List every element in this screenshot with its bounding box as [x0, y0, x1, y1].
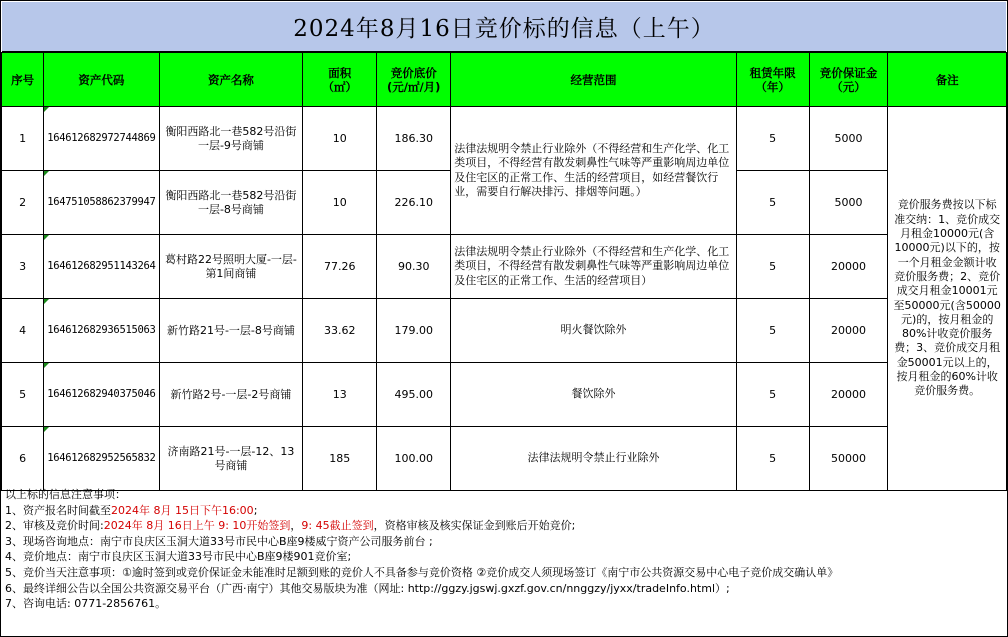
- row-seq: 6: [2, 427, 44, 491]
- row-area: 33.62: [303, 299, 377, 363]
- header-deposit-unit: （元）: [831, 79, 866, 94]
- header-deposit-label: 竞价保证金: [819, 65, 878, 80]
- row-price: 226.10: [377, 171, 451, 235]
- row-name: 济南路21号-一层-12、13号商铺: [159, 427, 303, 491]
- row-code: [44, 427, 159, 491]
- row-scope: 法律法规明令禁止行业除外（不得经营和生产化学、化工类项目，不得经营有散发刺鼻性气味等严重影响周边单位及住宅区的正常工作、生活的经营项目）: [451, 235, 737, 299]
- table-row: [2, 363, 1007, 427]
- cell-marker-icon: [44, 171, 49, 176]
- header-scope: 经营范围: [451, 53, 737, 107]
- cell-marker-icon: [44, 235, 49, 240]
- row-term: 5: [736, 427, 809, 491]
- bid-table: [1, 52, 1007, 491]
- row-code: [44, 235, 159, 299]
- cell-marker-icon: [44, 299, 49, 304]
- note-line-3: 3、现场咨询地点：南宁市良庆区玉洞大道33号市民中心B座9楼威宁资产公司服务前台 ;: [5, 534, 433, 548]
- header-deposit: [809, 53, 888, 107]
- note-2-signin-start: 2024年 8月 16日上午 9: 10开始签到: [103, 519, 291, 533]
- row-price: 90.30: [377, 235, 451, 299]
- row-code-text: 164612682951143264: [47, 260, 156, 272]
- table-row: [2, 299, 1007, 363]
- note-1-prefix: 1、资产报名时间截至: [5, 503, 111, 517]
- table-row: [2, 235, 1007, 299]
- row-seq: 4: [2, 299, 44, 363]
- row-name: 衡阳西路北一巷582号沿街一层-8号商铺: [159, 171, 303, 235]
- row-area: 77.26: [303, 235, 377, 299]
- note-line-1: [5, 503, 1006, 519]
- header-area-label: 面积: [328, 65, 352, 80]
- row-price: 179.00: [377, 299, 451, 363]
- row-deposit: 20000: [809, 235, 888, 299]
- row-scope: 法律法规明令禁止行业除外（不得经营和生产化学、化工类项目，不得经营有散发刺鼻性气味等严重影响周边单位及住宅区的正常工作、生活的经营项目，如经营餐饮行业，需要自行解决排污、排烟等问题。）: [451, 107, 737, 235]
- row-price: 495.00: [377, 363, 451, 427]
- row-code-text: 164612682936515063: [47, 324, 156, 336]
- note-2-prefix: 2、审核及竞价时间:: [5, 519, 104, 533]
- table-row: [2, 427, 1007, 491]
- header-term-unit: （年）: [755, 79, 790, 94]
- row-term: 5: [736, 235, 809, 299]
- row-code: [44, 363, 159, 427]
- row-name: 新竹路21号-一层-8号商铺: [159, 299, 303, 363]
- row-deposit: 5000: [809, 107, 888, 171]
- header-term-label: 租赁年限: [749, 65, 796, 80]
- row-code: [44, 107, 159, 171]
- row-term: 5: [736, 299, 809, 363]
- note-1-suffix: ;: [253, 503, 258, 517]
- row-deposit: 20000: [809, 299, 888, 363]
- row-deposit: 5000: [809, 171, 888, 235]
- header-area: [303, 53, 377, 107]
- note-line-7: 7、咨询电话: 0771-2856761。: [5, 597, 167, 611]
- header-row: [2, 53, 1007, 107]
- note-1-deadline: 2024年 8月 15日下午16:00: [111, 503, 254, 517]
- header-price: [377, 53, 451, 107]
- row-area: 13: [303, 363, 377, 427]
- note-line-4: 4、竞价地点：南宁市良庆区玉洞大道33号市民中心B座9楼901竞价室;: [5, 550, 352, 564]
- row-scope: 餐饮除外: [451, 363, 737, 427]
- page-title: 2024年8月16日竞价标的信息（上午）: [2, 2, 1006, 52]
- row-deposit: 50000: [809, 427, 888, 491]
- notes-heading: 以上标的信息注意事项：: [5, 488, 126, 501]
- notes-section: [2, 487, 1006, 635]
- note-2-suffix: ，资格审核及核实保证金到账后开始竞价;: [373, 519, 576, 533]
- row-seq: 3: [2, 235, 44, 299]
- cell-marker-icon: [44, 363, 49, 368]
- row-name: 新竹路2号-一层-2号商铺: [159, 363, 303, 427]
- row-term: 5: [736, 171, 809, 235]
- cell-marker-icon: [44, 107, 49, 112]
- note-2-signin-end: 9: 45截止签到: [301, 519, 374, 533]
- header-price-label: 竞价底价: [390, 65, 437, 80]
- row-area: 185: [303, 427, 377, 491]
- cell-marker-icon: [44, 427, 49, 432]
- row-term: 5: [736, 107, 809, 171]
- header-code: 资产代码: [44, 53, 159, 107]
- row-code-text: 164612682940375046: [47, 388, 156, 400]
- row-code-text: 164612682972744869: [47, 132, 156, 144]
- note-2-sep: ，: [290, 519, 302, 533]
- header-term: [736, 53, 809, 107]
- row-code-text: 164751058862379947: [47, 196, 156, 208]
- row-deposit: 20000: [809, 363, 888, 427]
- row-code: [44, 171, 159, 235]
- header-remark: 备注: [888, 53, 1007, 107]
- row-seq: 2: [2, 171, 44, 235]
- row-code: [44, 299, 159, 363]
- row-price: 100.00: [377, 427, 451, 491]
- note-line-5: 5、竞价当天注意事项：①逾时签到或竞价保证金未能准时足额到账的竞价人不具备参与竞价资格 ②竞价成交人须现场签订《南宁市公共资源交易中心电子竞价成交确认单》: [5, 565, 839, 579]
- header-name: 资产名称: [159, 53, 303, 107]
- remark-cell: 竞价服务费按以下标准交纳：1、竞价成交月租金10000元(含10000元)以下的，按一个月租金金额计收竞价服务费；2、竞价成交月租金10001元至50000元(含50000元)的，按月租金的80%计收竞价服务费；3、竞价成交月租金50001元以上的，按月租金的60%计收竞价服务费。: [888, 107, 1007, 491]
- row-name: 衡阳西路北一巷582号沿街一层-9号商铺: [159, 107, 303, 171]
- row-code-text: 164612682952565832: [47, 452, 156, 464]
- row-scope: 法律法规明令禁止行业除外: [451, 427, 737, 491]
- row-name: 葛村路22号照明大厦-一层-第1间商铺: [159, 235, 303, 299]
- note-line-2: [5, 518, 1006, 534]
- row-area: 10: [303, 107, 377, 171]
- header-area-unit: （㎡）: [322, 79, 357, 94]
- row-seq: 5: [2, 363, 44, 427]
- row-term: 5: [736, 363, 809, 427]
- row-area: 10: [303, 171, 377, 235]
- row-scope: 明火餐饮除外: [451, 299, 737, 363]
- note-line-6: 6、最终详细公告以全国公共资源交易平台（广西·南宁）其他交易版块为准（网址: http://ggzy.jgswj.gxzf.gov.cn/nnggzy/jyxx/tradeInfo.html）;: [5, 581, 730, 595]
- row-seq: 1: [2, 107, 44, 171]
- row-price: 186.30: [377, 107, 451, 171]
- header-price-unit: (元/㎡/月): [386, 79, 441, 94]
- header-seq: 序号: [2, 53, 44, 107]
- table-row: [2, 107, 1007, 171]
